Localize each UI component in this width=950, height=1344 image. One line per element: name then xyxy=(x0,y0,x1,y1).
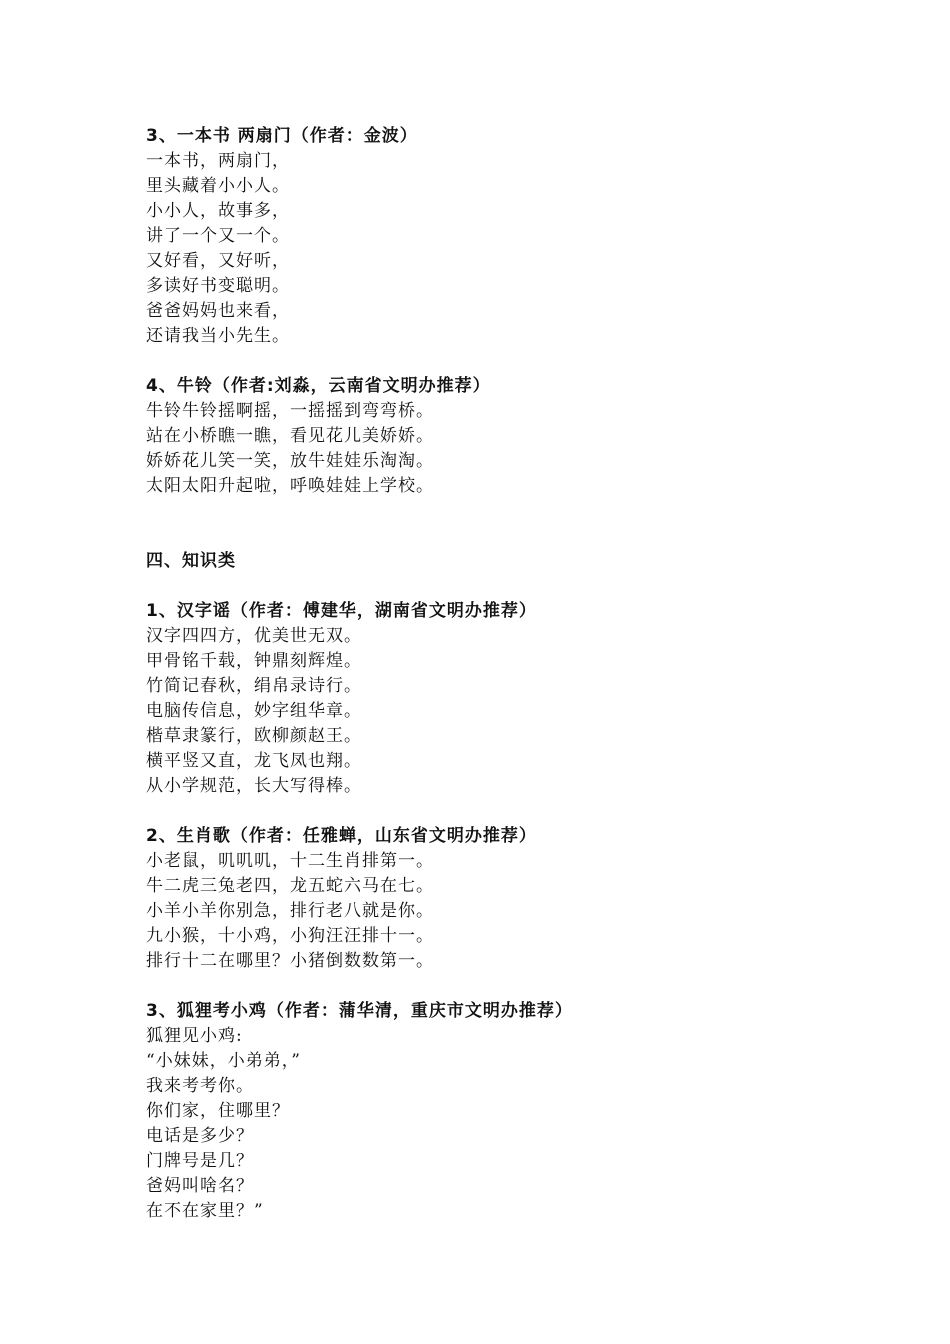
poem-line: 牛二虎三兔老四，龙五蛇六马在七。 xyxy=(146,876,434,896)
poem-line: 竹简记春秋，绢帛录诗行。 xyxy=(146,676,362,696)
poem-title: 3、狐狸考小鸡（作者：蒲华清，重庆市文明办推荐） xyxy=(146,1001,573,1021)
poem-line: 太阳太阳升起啦，呼唤娃娃上学校。 xyxy=(146,476,434,496)
poem-title: 2、生肖歌（作者：任雅蝉，山东省文明办推荐） xyxy=(146,826,537,846)
section-title: 四、知识类 xyxy=(146,551,236,571)
poem-line: 牛铃牛铃摇啊摇，一摇摇到弯弯桥。 xyxy=(146,401,434,421)
poem-line: 讲了一个又一个。 xyxy=(146,226,290,246)
poem-line: 汉字四四方，优美世无双。 xyxy=(146,626,362,646)
poem-line: 里头藏着小小人。 xyxy=(146,176,290,196)
poem-line: 狐狸见小鸡: xyxy=(146,1026,243,1046)
poem-title: 1、汉字谣（作者：傅建华，湖南省文明办推荐） xyxy=(146,601,537,621)
spacer xyxy=(146,799,906,824)
poem-line: 娇娇花儿笑一笑，放牛娃娃乐淘淘。 xyxy=(146,451,434,471)
poem-line: 又好看，又好听， xyxy=(146,251,290,271)
poem-line: 甲骨铭千载，钟鼎刻辉煌。 xyxy=(146,651,362,671)
document-page xyxy=(146,124,906,1224)
poem-line: 小羊小羊你别急，排行老八就是你。 xyxy=(146,901,434,921)
poem-line: 在不在家里？” xyxy=(146,1201,264,1221)
poem-line: “小妹妹，小弟弟，” xyxy=(146,1051,301,1071)
poem-line: 你们家，住哪里？ xyxy=(146,1101,290,1121)
spacer xyxy=(146,974,906,999)
poem-line: 爸爸妈妈也来看， xyxy=(146,301,290,321)
poem-line: 电话是多少？ xyxy=(146,1126,254,1146)
poem-title: 4、牛铃（作者:刘淼，云南省文明办推荐） xyxy=(146,376,491,396)
poem-line: 电脑传信息，妙字组华章。 xyxy=(146,701,362,721)
poem-line: 一本书，两扇门， xyxy=(146,151,290,171)
poem-line: 横平竖又直，龙飞凤也翔。 xyxy=(146,751,362,771)
poem-line: 站在小桥瞧一瞧，看见花儿美娇娇。 xyxy=(146,426,434,446)
poem-line: 九小猴，十小鸡，小狗汪汪排十一。 xyxy=(146,926,434,946)
poem-line: 排行十二在哪里？小猪倒数数第一。 xyxy=(146,951,434,971)
poem-line: 楷草隶篆行，欧柳颜赵王。 xyxy=(146,726,362,746)
spacer xyxy=(146,499,906,549)
poem-line: 还请我当小先生。 xyxy=(146,326,290,346)
poem-line: 小小人，故事多， xyxy=(146,201,290,221)
poem-line: 门牌号是几？ xyxy=(146,1151,254,1171)
poem-line: 我来考考你。 xyxy=(146,1076,254,1096)
spacer xyxy=(146,349,906,374)
poem-title: 3、一本书 两扇门（作者：金波） xyxy=(146,126,418,146)
poem-line: 从小学规范，长大写得棒。 xyxy=(146,776,362,796)
poem-line: 多读好书变聪明。 xyxy=(146,276,290,296)
poem-line: 爸妈叫啥名？ xyxy=(146,1176,254,1196)
poem-line: 小老鼠，叽叽叽，十二生肖排第一。 xyxy=(146,851,434,871)
spacer xyxy=(146,574,906,599)
